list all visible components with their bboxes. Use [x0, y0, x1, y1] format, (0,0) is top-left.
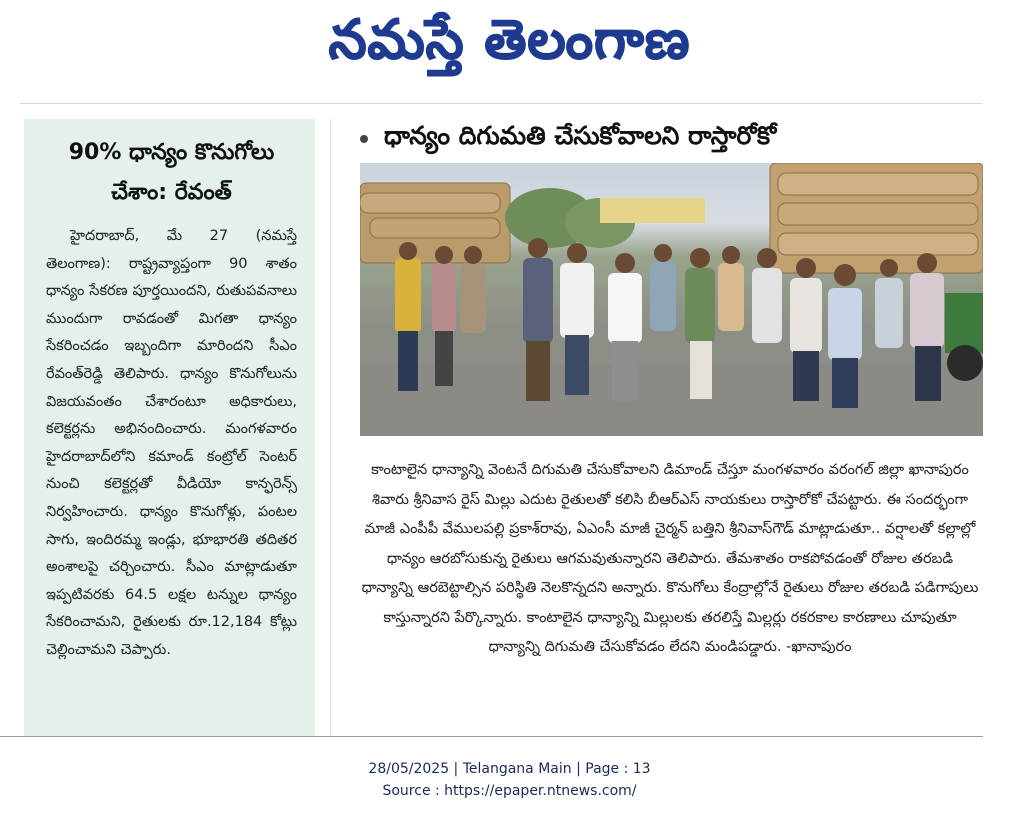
protest-photo-illustration — [360, 163, 983, 436]
newspaper-logo: నమస్తే తెలంగాణ — [328, 7, 691, 71]
main-article-body: కాంటాలైన ధాన్యాన్ని వెంటనే దిగుమతి చేసుకోవాలని డిమాండ్ చేస్తూ మంగళవారం వరంగల్ జిల్లా ఖానాపురం శివారు శ్రీనివాస రైస్ మిల్లు ఎదుట రైతులతో కలిసి బీఆర్ఎస్ నాయకులు రాస్తారోకో చేపట్టారు. ఈ సందర్భంగా మాజీ ఎంపీపీ వేములపల్లి ప్రకాశ్‌రావు, ఏఎంసీ మాజీ చైర్మన్ బత్తిని శ్రీనివాస్‌గౌడ్ మాట్లాడుతూ.. వర్షాలతో కల్లాల్లో ధాన్యం ఆరబోసుకున్న రైతులు ఆగమవుతున్నారని తెలిపారు. తేమశాతం రాకపోవడంతో రోజుల తరబడి ధాన్యాన్ని ఆరబెట్టాల్సిన పరిస్థితి నెలకొన్నదని అన్నారు. కొనుగోలు కేంద్రాల్లోనే రైతులు రోజుల తరబడి పడిగాపులు కాస్తున్నారని పేర్కొన్నారు. కాంటాలైన ధాన్యాన్ని మిల్లులకు తరలిస్తే మిల్లర్లు రకరకాల కారణాలు చూపుతూ ధాన్యాన్ని దిగుమతి చేసుకోవడం లేదని మండిపడ్డారు. -ఖానాపురం — [361, 462, 979, 655]
sidebar-body: హైదరాబాద్, మే 27 (నమస్తే తెలంగాణ): రాష్ట్రవ్యాప్తంగా 90 శాతం ధాన్యం సేకరణ పూర్తయిందని, రుతుపవనాలు ముందుగా రావడంతో మిగతా ధాన్యం సేకరించడం ఇబ్బందిగా మారిందని సీఎం రేవంత్‌రెడ్డి తెలిపారు. ధాన్యం కొనుగోలును విజయవంతం చేశారంటూ అధికారులు, కలెక్టర్లను అభినందించారు. మంగళవారం హైదరాబాద్‌లోని కమాండ్ కంట్రోల్ సెంటర్ నుంచి కలెక్టర్లతో వీడియో కాన్ఫరెన్స్ నిర్వహించారు. ధాన్యం కొనుగోళ్లు, పంటల సాగు, ఇందిరమ్మ ఇండ్లు, భూభారతి తదితర అంశాలపై చర్చించారు. సీఎం మాట్లాడుతూ ఇప్పటివరకు 64.5 లక్షల టన్నుల ధాన్యం సేకరించామని, రైతులకు రూ.12,184 కోట్లు చెల్లించామని చెప్పారు. — [46, 228, 297, 658]
top-divider — [20, 103, 982, 104]
source-link[interactable]: Source : https://epaper.ntnews.com/ — [382, 783, 637, 799]
sidebar-article — [24, 119, 315, 736]
bullet-icon — [360, 135, 368, 143]
column-divider — [330, 119, 331, 736]
page-footer — [0, 758, 1019, 802]
sidebar-headline: 90% ధాన్యం కొనుగోలు చేశాం: రేవంత్ — [68, 140, 275, 205]
news-photo — [360, 163, 983, 436]
bottom-divider — [0, 736, 983, 737]
edition-info: 28/05/2025 | Telangana Main | Page : 13 — [368, 761, 651, 777]
masthead — [0, 0, 1019, 92]
main-article-header — [360, 117, 980, 161]
main-headline: ధాన్యం దిగుమతి చేసుకోవాలని రాస్తారోకో — [384, 121, 777, 150]
